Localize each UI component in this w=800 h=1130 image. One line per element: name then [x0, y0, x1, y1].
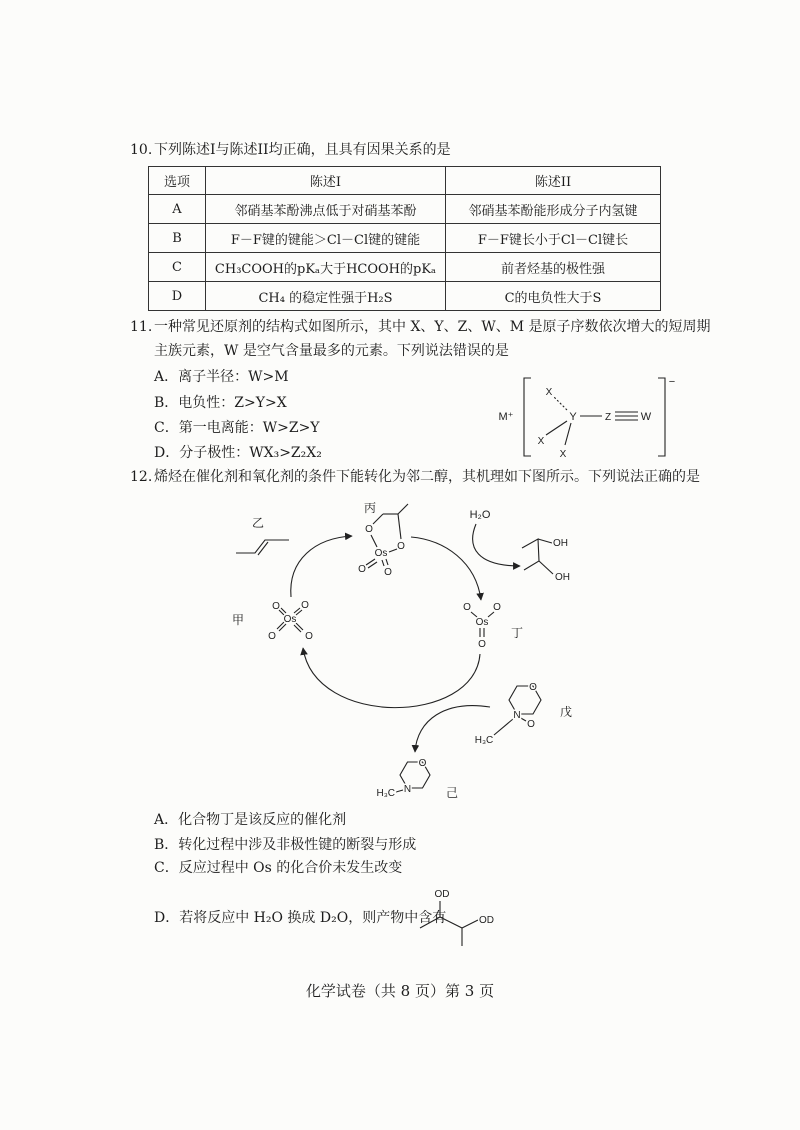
- wu-n-methyl-bond: [494, 719, 513, 735]
- row-statement-1: 邻硝基苯酚沸点低于对硝基苯酚: [206, 195, 446, 224]
- q12-option-c: [154, 860, 402, 876]
- jia-double-bond: [294, 625, 301, 632]
- y-x-bond-bottom: [565, 423, 571, 445]
- table-row: [149, 282, 661, 311]
- q12-option-a: [154, 812, 346, 828]
- q12-option-d: [154, 910, 446, 926]
- compound-label-yi: 乙: [251, 516, 265, 530]
- atom-w: W: [640, 411, 652, 423]
- row-option: A: [149, 195, 206, 224]
- compound-label-ding: 丁: [510, 626, 524, 640]
- atom-label: O: [365, 524, 373, 535]
- ji-n-methyl-bond: [396, 790, 403, 792]
- atom-label: O: [358, 564, 366, 575]
- option-label: D．: [154, 910, 180, 926]
- q11-option-d: [154, 445, 322, 461]
- propene-double-bond: [258, 542, 268, 555]
- right-bracket: [658, 378, 665, 456]
- option-text: 转化过程中涉及非极性键的断裂与形成: [178, 837, 417, 853]
- ester-c-o-bond-2: [398, 514, 401, 539]
- atom-label: O: [305, 631, 313, 642]
- dd-od-bond-2: [462, 920, 478, 928]
- atom-z: Z: [604, 412, 612, 423]
- row-statement-2: C的电负性大于S: [446, 282, 661, 311]
- table-row: [149, 253, 661, 282]
- option-text: 分子极性：WX₃>Z₂X₂: [179, 445, 322, 461]
- diol-skeleton: [522, 539, 539, 570]
- ester-o-os-bond-1: [371, 535, 377, 547]
- atom-label: Os: [475, 617, 489, 628]
- atom-x-top: X: [545, 387, 553, 398]
- option-text: 化合物丁是该反应的催化剂: [178, 812, 347, 828]
- header-option: 选项: [149, 167, 206, 195]
- diol-oh-bond-1: [538, 539, 552, 543]
- deuterated-diol-structure: [415, 880, 510, 950]
- atom-label: O: [493, 602, 501, 613]
- atom-label: O: [301, 600, 309, 611]
- row-statement-1: CH₄ 的稳定性强于H₂S: [206, 282, 446, 311]
- compound-label-wu: 戊: [559, 705, 573, 719]
- atom-label: N: [513, 710, 521, 721]
- diol-oh-bond-2: [539, 561, 553, 574]
- q12-number: 12.: [130, 469, 153, 485]
- row-option: D: [149, 282, 206, 311]
- q10-number: 10.: [130, 142, 153, 158]
- atom-x-left: X: [537, 436, 545, 447]
- option-label: D．: [154, 445, 180, 461]
- dihydroxylation-mechanism-diagram: [225, 495, 605, 805]
- atom-x-bottom: X: [559, 449, 567, 460]
- row-statement-2: 前者烃基的极性强: [446, 253, 661, 282]
- cation-label: M⁺: [498, 411, 514, 423]
- dd-skeleton: [420, 917, 462, 946]
- jia-double-bond: [296, 623, 303, 630]
- option-text: 离子半径：W>M: [178, 369, 289, 385]
- atom-label: H₃C: [376, 788, 395, 799]
- row-statement-2: F－F键长小于Cl－Cl键长: [446, 224, 661, 253]
- ester-os-o-double-b2: [386, 559, 388, 565]
- row-option: C: [149, 253, 206, 282]
- atom-label: OD: [434, 889, 450, 900]
- atom-label: OH: [555, 572, 570, 583]
- atom-label: O: [478, 639, 486, 650]
- cycle-arrow-ding-to-jia: [303, 648, 480, 708]
- q11-stem-line-2: 主族元素，W 是空气含量最多的元素。下列说法错误的是: [154, 343, 509, 359]
- q11-option-a: [154, 369, 289, 385]
- ester-o-os-bond-2: [389, 549, 397, 552]
- option-label: B．: [154, 837, 179, 853]
- atom-label: Os: [283, 614, 297, 625]
- option-label: A．: [154, 812, 179, 828]
- header-statement-1: 陈述I: [206, 167, 446, 195]
- reagent-water: H₂O: [469, 509, 491, 521]
- water-to-diol-arrow: [473, 524, 520, 566]
- ester-c-o-bond-1: [373, 514, 383, 524]
- q12-stem: 烯烃在催化剂和氧化剂的条件下能转化为邻二醇，其机理如下图所示。下列说法正确的是: [154, 469, 700, 485]
- jia-double-bond: [279, 624, 286, 631]
- compound-label-ji: 己: [445, 786, 459, 800]
- option-text: 电负性：Z>Y>X: [178, 395, 287, 411]
- atom-label: O: [418, 758, 427, 769]
- atom-label: O: [397, 541, 405, 552]
- option-text: 若将反应中 H₂O 换成 D₂O，则产物中含有: [179, 910, 447, 926]
- propene-skeleton: [236, 540, 289, 553]
- option-text: 第一电离能：W>Z>Y: [178, 420, 320, 436]
- q11-stem-line-1: 一种常见还原剂的结构式如图所示，其中 X、Y、Z、W、M 是原子序数依次增大的短周期: [154, 319, 711, 335]
- atom-label: O: [527, 719, 535, 730]
- row-statement-1: CH₃COOH的pKₐ大于HCOOH的pKₐ: [206, 253, 446, 282]
- atom-label: OD: [479, 915, 494, 926]
- q12-option-b: [154, 837, 416, 853]
- compound-label-bing: 丙: [363, 501, 377, 515]
- atom-y: Y: [569, 411, 577, 423]
- q10-statement-table: [148, 166, 661, 311]
- atom-label: Os: [374, 548, 388, 559]
- compound-label-jia: 甲: [231, 613, 245, 627]
- atom-label: O: [268, 631, 276, 642]
- ester-methyl-bond: [398, 504, 408, 514]
- table-row: [149, 195, 661, 224]
- atom-label: O: [272, 601, 280, 612]
- q11-option-b: [154, 395, 287, 411]
- atom-label: OH: [553, 538, 568, 549]
- atom-label: N: [403, 784, 412, 795]
- row-statement-1: F－F键的键能＞Cl－Cl键的键能: [206, 224, 446, 253]
- atom-label: O: [384, 567, 392, 578]
- y-x-bond-top: [553, 396, 567, 410]
- atom-label: H₃C: [474, 735, 494, 746]
- q10-stem: 下列陈述I与陈述II均正确，且具有因果关系的是: [154, 142, 451, 158]
- header-statement-2: 陈述II: [446, 167, 661, 195]
- q11-number: 11.: [130, 319, 153, 335]
- page-footer: 化学试卷（共 8 页）第 3 页: [305, 982, 495, 1000]
- row-option: B: [149, 224, 206, 253]
- cycle-arrow-bing-to-ding: [411, 537, 481, 600]
- table-header-row: [149, 167, 661, 195]
- option-label: A．: [154, 369, 179, 385]
- atom-label: O: [463, 602, 471, 613]
- option-label: C．: [154, 420, 179, 436]
- ester-os-o-double-b1: [382, 560, 384, 566]
- q11-option-c: [154, 420, 320, 436]
- option-text: 反应过程中 Os 的化合价未发生改变: [178, 860, 403, 876]
- cycle-arrow-jia-to-bing: [291, 536, 352, 597]
- atom-label: O: [529, 682, 537, 693]
- option-label: C．: [154, 860, 179, 876]
- option-label: B．: [154, 395, 179, 411]
- y-x-bond-left: [546, 421, 567, 435]
- anion-charge: −: [668, 376, 676, 388]
- left-bracket: [524, 378, 531, 456]
- table-row: [149, 224, 661, 253]
- reducing-agent-structure: [490, 370, 690, 465]
- row-statement-2: 邻硝基苯酚能形成分子内氢键: [446, 195, 661, 224]
